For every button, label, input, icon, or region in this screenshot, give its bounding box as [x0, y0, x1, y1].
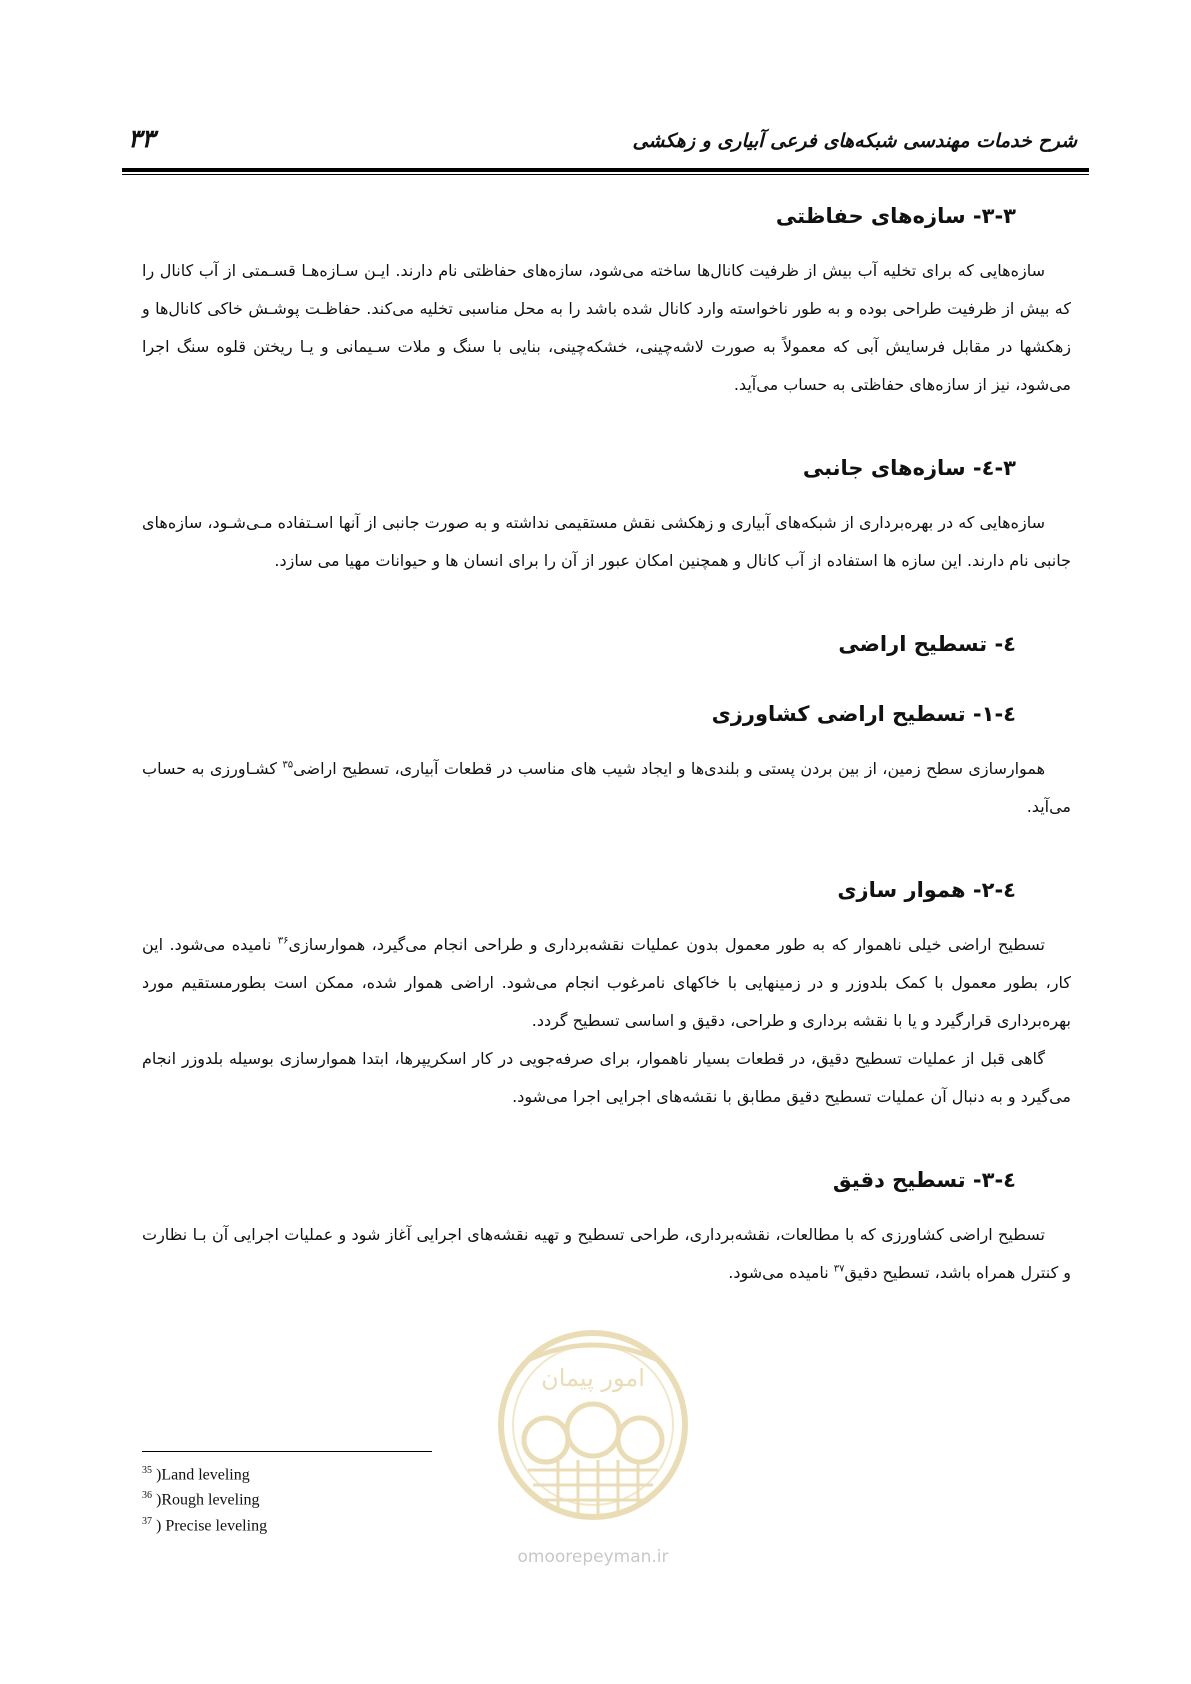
footnote-37 — [142, 1511, 267, 1536]
paragraph-side-structures: سازه‌هایی که در بهره‌برداری از شبکه‌های آبیاری و زهکشی نقش مستقیمی نداشته و به صورت جانبی از آنها اسـتفاده مـی‌شـود، سازه‌های جانبی نام دارند. این سازه ها استفاده از آب کانال و همچنین امکان عبور از آن را برای انسان ها و حیوانات مهیا می سازد. — [142, 513, 1071, 570]
paragraph-text: کشـاورزی به حساب می‌آید. — [142, 759, 1071, 816]
section-heading-3-3: ۳-۳- سازه‌های حفاظتی — [775, 204, 1016, 228]
paragraph-text: نامیده می‌شود. این کار، بطور معمول با کمک بلدوزر و در زمینهایی با خاکهای نامرغوب انجام می‌شود. اراضی هموار شده، ممکن است بطورمستقیم مورد بهره‌برداری قرارگیرد و یا با نقشه برداری و طراحی، دقیق و اساسی تسطیح گردد. — [142, 935, 1071, 1030]
body-content — [142, 200, 1071, 1292]
section-heading-4-2: ٤-۲- هموار سازی — [837, 878, 1016, 902]
footnote-36 — [142, 1485, 267, 1510]
footnote-text: )Rough leveling — [156, 1491, 260, 1509]
footnote-text: )Land leveling — [156, 1466, 250, 1484]
watermark-logo — [488, 1320, 698, 1570]
paragraph-text: هموارسازی سطح زمین، از بین بردن پستی و بلندی‌ها و ایجاد شیب های مناسب در قطعات آبیاری، تسطیح اراضی — [293, 759, 1046, 778]
watermark-site-text: omoorepeyman.ir — [517, 1547, 669, 1567]
footnote-ref-35: ۳۵ — [282, 759, 294, 771]
footnote-text: ) Precise leveling — [156, 1516, 268, 1534]
footnote-number: 36 — [142, 1490, 152, 1502]
footnote-ref-37: ۳۷ — [833, 1263, 845, 1275]
paragraph-precise-leveling — [142, 1216, 1071, 1292]
watermark-logo-text: امور پیمان — [541, 1364, 645, 1392]
header-rule-thick — [122, 168, 1089, 172]
footnote-number: 35 — [142, 1465, 152, 1476]
section-heading-4-1: ٤-۱- تسطیح اراضی کشاورزی — [711, 702, 1016, 726]
paragraph-agricultural-land-leveling — [142, 750, 1071, 826]
section-heading-4: ٤- تسطیح اراضی — [838, 632, 1016, 656]
paragraph-rough-leveling — [142, 926, 1071, 1040]
paragraph-text: تسطیح اراضی خیلی ناهموار که به طور معمول بدون عملیات نقشه‌برداری و طراحی انجام می‌گیرد، هموارسازی — [288, 935, 1045, 954]
page-number: ۳۳ — [128, 124, 155, 153]
section-heading-3-4: ۳-٤- سازه‌های جانبی — [802, 456, 1016, 480]
paragraph-rough-leveling-2: گاهی قبل از عملیات تسطیح دقیق، در قطعات بسیار ناهموار، برای صرفه‌جویی در کار اسکریپرها، ابتدا هموارسازی بوسیله بلدوزر انجام می‌گیرد و به دنبال آن عملیات تسطیح دقیق مطابق با نقشه‌های اجرایی اجرا می‌شود. — [142, 1049, 1071, 1106]
header-rule-thin — [122, 174, 1089, 175]
footnote-35 — [142, 1460, 267, 1485]
paragraph-text: نامیده می‌شود. — [728, 1263, 834, 1282]
running-header-title: شرح خدمات مهندسی شبکه‌های فرعی آبیاری و زهکشی — [632, 130, 1077, 152]
section-heading-4-3: ٤-۳- تسطیح دقیق — [832, 1168, 1016, 1192]
footnote-separator — [142, 1451, 432, 1452]
paragraph-text: تسطیح اراضی کشاورزی که با مطالعات، نقشه‌برداری، طراحی تسطیح و تهیه نقشه‌های اجرایی آغاز شود و عملیات اجرایی آن بـا نظارت و کنترل همراه باشد، تسطیح دقیق — [142, 1225, 1071, 1282]
footnote-number: 37 — [142, 1515, 152, 1527]
paragraph-protective-structures: سازه‌هایی که برای تخلیه آب بیش از ظرفیت کانال‌ها ساخته می‌شود، سازه‌های حفاظتی نام دارند. ایـن سـازه‌هـا قسـمتی از آب کانال را که بیش از ظرفیت طراحی بوده و به طور ناخواسته وارد کانال شده باشد را به محل مناسبی تخلیه می‌کند. حفاظـت پوشـش خاکی کانال‌ها و زهکشها در مقابل فرسایش آبی که معمولاً به صورت لاشه‌چینی، خشکه‌چینی، بنایی با سنگ و ملات سـیمانی و یـا ریختن قلوه سنگ اجرا می‌شود، نیز از سازه‌های حفاظتی به حساب می‌آید. — [142, 261, 1071, 394]
footnote-ref-36: ۳۶ — [277, 935, 289, 947]
footnotes — [142, 1460, 267, 1536]
